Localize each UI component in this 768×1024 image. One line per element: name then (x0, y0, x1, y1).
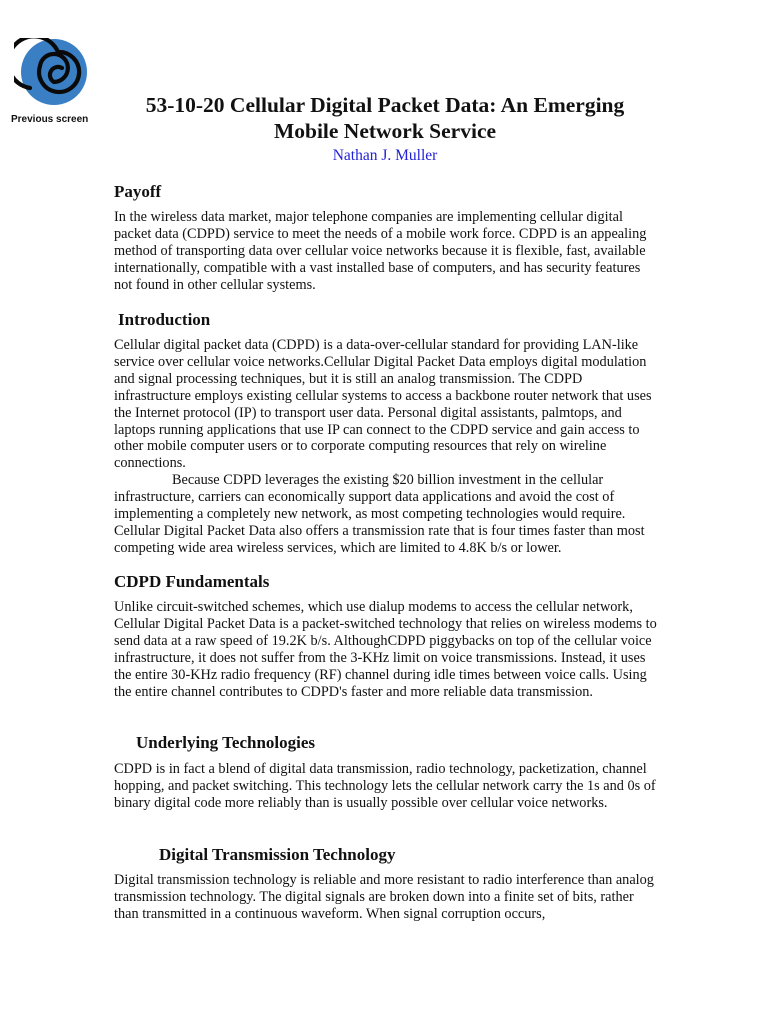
paragraph-introduction-2-text: Because CDPD leverages the existing $20 billion investment in the cellular infrastructure, carriers can economically support data applications and avoid the cost of implementing a completely new network, as most competing technologies would require. Cellular Digital Packet Data also offers a transmission rate that is four times faster than most competing wide area wireless services, which are limited to 4.8K b/s or lower. (114, 472, 645, 556)
paragraph-payoff: In the wireless data market, major telephone companies are implementing cellular digital packet data (CDPD) service to meet the needs of a mobile work force. CDPD is an appealing method of transporting data over cellular voice networks because it is flexible, fast, available internationally, compatible with a vast installed base of computers, and has security features not found in other cellular systems. (114, 209, 647, 293)
previous-screen-link[interactable] (8, 38, 92, 125)
paragraph-digital-transmission: Digital transmission technology is reliable and more resistant to radio interference than analog transmission technology. The digital signals are broken down into a finite set of bits, rather than transmitted in a continuous waveform. When signal corruption occurs, (114, 872, 654, 922)
paragraph-underlying-technologies: CDPD is in fact a blend of digital data transmission, radio technology, packetization, channel hopping, and packet switching. This technology lets the cellular network carry the 1s and 0s of binary digital code more reliably than is usually possible over cellular voice networks. (114, 761, 656, 811)
heading-introduction: Introduction (118, 310, 211, 329)
document-header (114, 92, 656, 166)
heading-payoff: Payoff (114, 182, 162, 201)
paragraph-introduction-2 (114, 472, 659, 557)
document-title-line-2: Mobile Network Service (273, 119, 497, 143)
document-title (114, 92, 656, 144)
paragraph-cdpd-fundamentals: Unlike circuit-switched schemes, which use dialup modems to access the cellular network, Cellular Digital Packet Data is a packet-switched technology that relies on wireless modems to send data at a raw speed of 19.2K b/s. AlthoughCDPD piggybacks on top of the cellular voice infrastructure, it does not suffer from the 3-KHz limit on voice transmissions. Instead, it uses the entire 30-KHz radio frequency (RF) channel during idle times between voice calls. Using the entire channel contributes to CDPD's faster and more reliable data transmission. (114, 599, 657, 700)
heading-underlying-technologies: Underlying Technologies (136, 733, 316, 752)
paragraph-introduction-1: Cellular digital packet data (CDPD) is a data-over-cellular standard for providing LAN-like service over cellular voice networks.Cellular Digital Packet Data employs digital modulation and signal processing techniques, but it is still an analog transmission. The CDPD infrastructure employs existing cellular systems to access a backbone router network that uses the Internet protocol (IP) to transport user data. Personal digital assistants, palmtops, and laptops running applications that use IP can connect to the CDPD service and gain access to other mobile computer users or to corporate computing resources that rely on wireline connections. (114, 337, 652, 472)
heading-digital-transmission: Digital Transmission Technology (159, 845, 396, 864)
document-author: Nathan J. Muller (332, 147, 438, 164)
previous-screen-label: Previous screen (11, 114, 89, 125)
document-title-line-1: 53-10-20 Cellular Digital Packet Data: An Emerging (145, 93, 625, 117)
heading-cdpd-fundamentals: CDPD Fundamentals (114, 572, 270, 591)
spiral-logo-icon (14, 38, 88, 112)
